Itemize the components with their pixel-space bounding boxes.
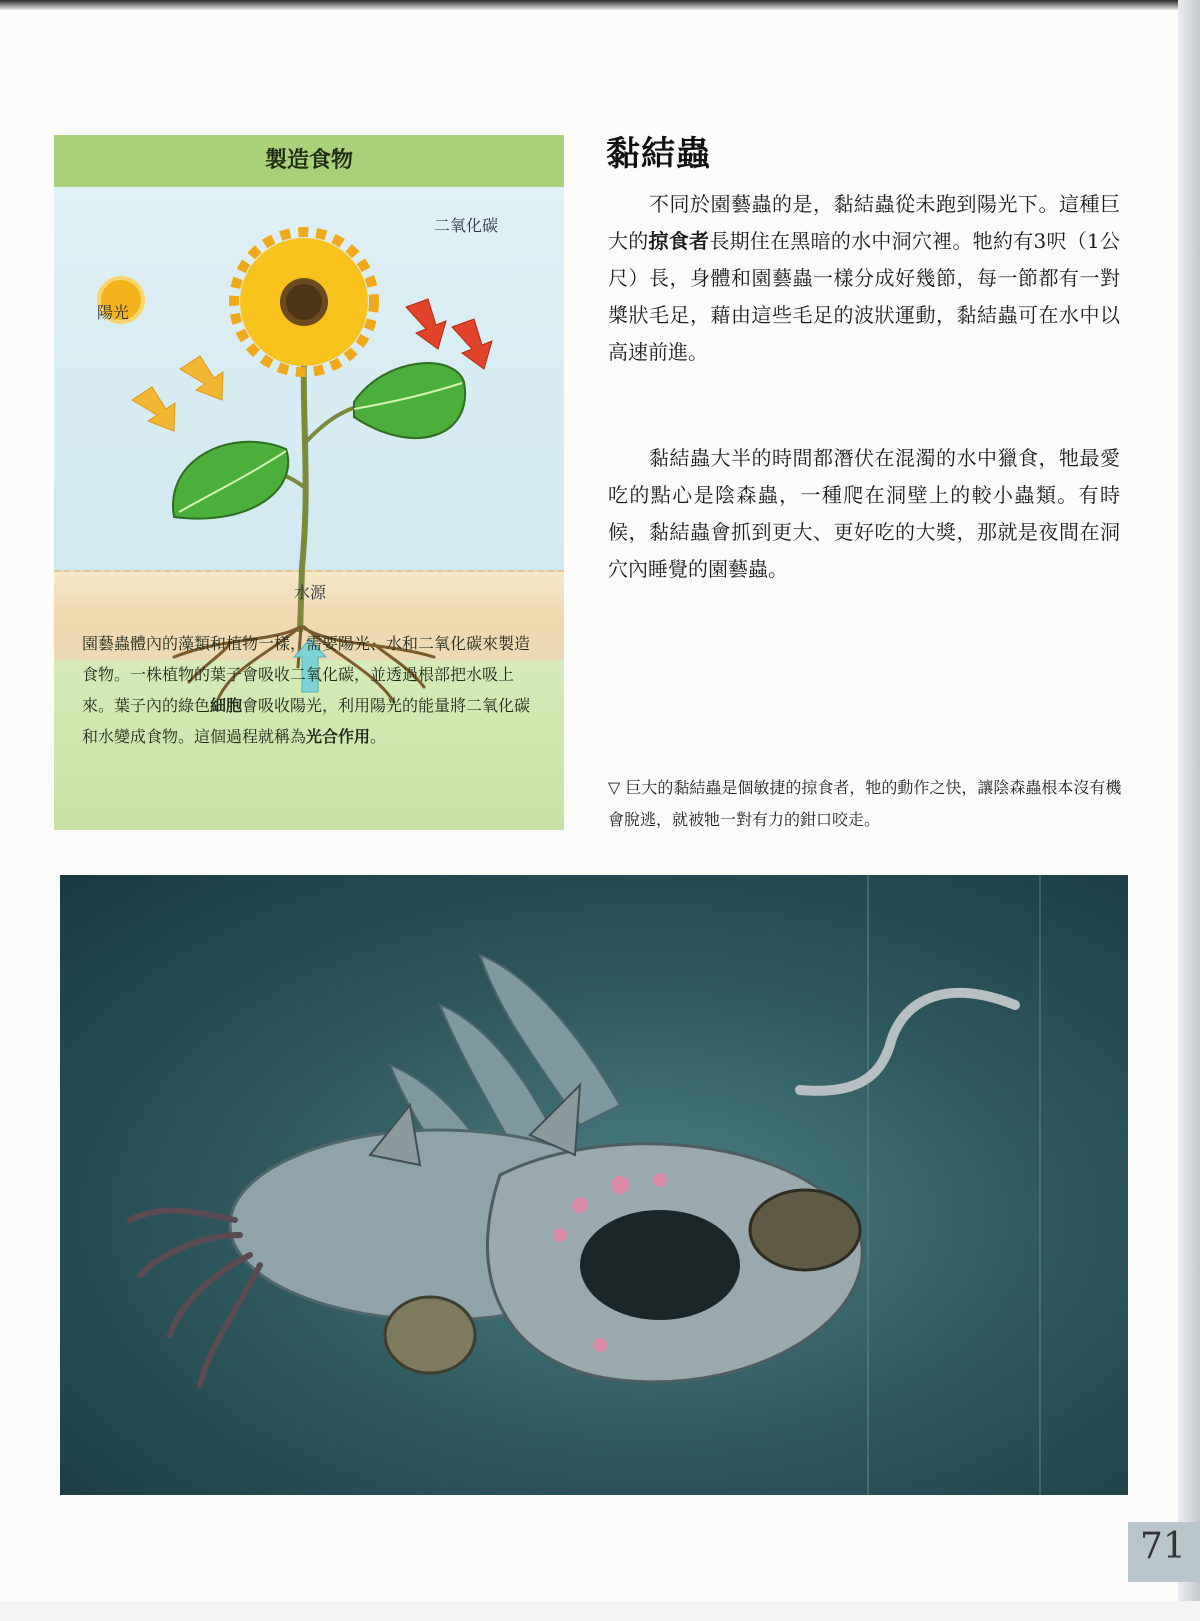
water-label: 水源 (294, 583, 327, 602)
bold-term-cell: 細胞 (210, 696, 243, 715)
panel-title: 製造食物 (54, 135, 564, 187)
page-bottom-edge (0, 1601, 1200, 1621)
page-number: 71 (1140, 1526, 1186, 1567)
article-paragraph-2: 黏結蟲大半的時間都潛伏在混濁的水中獵食，牠最愛吃的點心是陰森蟲，一種爬在洞壁上的較小蟲類。有時候，黏結蟲會抓到更大、更好吃的大獎，那就是夜間在洞穴內睡覺的園藝蟲。 (608, 446, 1120, 581)
creature-tail-appendages (130, 1211, 260, 1385)
right-leaf (354, 363, 465, 438)
creature-illustration (60, 875, 1128, 1495)
image-caption: ▽ 巨大的黏結蟲是個敏捷的掠食者，牠的動作之快，讓陰森蟲根本沒有機會脫逃，就被牠一對有力的鉗口咬走。 (608, 778, 1122, 829)
article-paragraph-1: 不同於園藝蟲的是，黏結蟲從未跑到陽光下。這種巨大的掠食者長期住在黑暗的水中洞穴裡。牠約有3呎（1公尺）長，身體和園藝蟲一樣分成好幾節，每一節都有一對槳狀毛足，藉由這些毛足的波狀運動，黏結蟲可在水中以高速前進。 (608, 192, 1121, 364)
anomalocaris-painting (60, 875, 1128, 1495)
left-leaf (173, 442, 288, 519)
prey-worm (800, 993, 1015, 1091)
bold-term-predator: 掠食者 (648, 229, 710, 253)
page-side-edge (1178, 0, 1200, 1621)
co2-label: 二氧化碳 (434, 216, 499, 235)
sunlight-label: 陽光 (97, 303, 130, 322)
photosynthesis-panel (54, 135, 564, 830)
page-top-edge (0, 0, 1200, 10)
sunlight-arrows-icon (132, 356, 223, 431)
article-title: 黏結蟲 (606, 134, 711, 174)
panel-body-text: 園藝蟲體內的藻類和植物一樣，需要陽光、水和二氧化碳來製造食物。一株植物的葉子會吸收二氧化碳，並透過根部把水吸上來。葉子內的綠色細胞會吸收陽光，利用陽光的能量將二氧化碳和水變成食物。這個過程就稱為光合作用。 (82, 634, 531, 746)
co2-arrows-icon (406, 299, 492, 369)
sunflower-head (234, 232, 374, 372)
bold-term-photosynthesis: 光合作用 (306, 727, 371, 746)
